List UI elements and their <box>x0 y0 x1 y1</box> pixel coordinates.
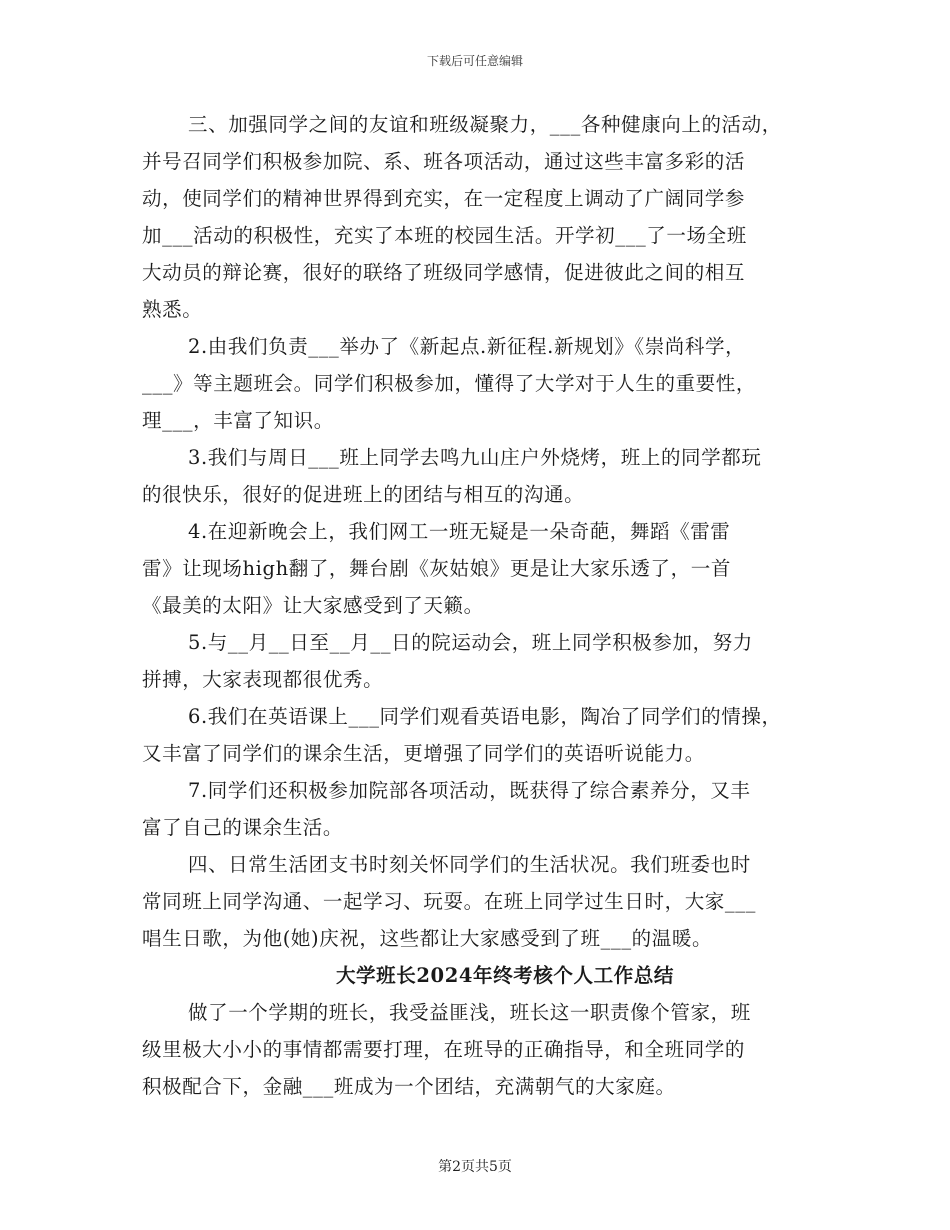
text-line: 拼搏，大家表现都很优秀。 <box>142 668 384 691</box>
text-line: 动，使同学们的精神世界得到充实，在一定程度上调动了广阔同学参 <box>142 187 746 210</box>
page-header: 下载后可任意编辑 <box>426 54 523 68</box>
text-line: 四、日常生活团支书时刻关怀同学们的生活状况。我们班委也时 <box>188 853 751 876</box>
text-line: 富了自己的课余生活。 <box>142 816 344 839</box>
body-paragraphs <box>142 106 822 957</box>
text-line: 3.我们与周日___班上同学去鸣九山庄户外烧烤，班上的同学都玩 <box>188 446 762 469</box>
closing-paragraph <box>142 994 822 1105</box>
text-line: 2.由我们负责___举办了《新起点.新征程.新规划》《崇尚科学， <box>188 335 746 358</box>
text-line: 并号召同学们积极参加院、系、班各项活动，通过这些丰富多彩的活 <box>142 150 746 173</box>
text-line: 雷》让现场high翻了，舞台剧《灰姑娘》更是让大家乐透了，一首 <box>142 557 731 580</box>
page-footer: 第2页共5页 <box>438 1159 512 1175</box>
text-line: 的很快乐，很好的促进班上的团结与相互的沟通。 <box>142 483 585 506</box>
text-line: 5.与__月__日至__月__日的院运动会，班上同学积极参加，努力 <box>188 631 753 654</box>
text-line: 理___，丰富了知识。 <box>142 409 334 432</box>
text-line: 三、加强同学之间的友谊和班级凝聚力，___各种健康向上的活动， <box>188 113 782 136</box>
text-line: ___》等主题班会。同学们积极参加，懂得了大学对于人生的重要性， <box>142 372 756 395</box>
text-line: 4.在迎新晚会上，我们网工一班无疑是一朵奇葩，舞蹈《雷雷 <box>188 520 731 543</box>
text-line: 7.同学们还积极参加院部各项活动，既获得了综合素养分，又丰 <box>188 779 751 802</box>
text-line: 加___活动的积极性，充实了本班的校园生活。开学初___了一场全班 <box>142 224 747 247</box>
text-line: 做了一个学期的班长，我受益匪浅，班长这一职责像个管家，班 <box>188 1001 751 1024</box>
text-line: 《最美的太阳》让大家感受到了天籁。 <box>142 594 484 617</box>
text-line: 6.我们在英语课上___同学们观看英语电影，陶冶了同学们的情操， <box>188 705 782 728</box>
text-line: 唱生日歌，为他(她)庆祝，这些都让大家感受到了班___的温暖。 <box>142 927 713 950</box>
document-body <box>142 106 822 1105</box>
text-line: 常同班上同学沟通、一起学习、玩耍。在班上同学过生日时，大家___ <box>142 890 756 913</box>
text-line: 级里极大小小的事情都需要打理，在班导的正确指导，和全班同学的 <box>142 1038 746 1061</box>
text-line: 大动员的辩论赛，很好的联络了班级同学感情，促进彼此之间的相互 <box>142 261 746 284</box>
text-line: 又丰富了同学们的课余生活，更增强了同学们的英语听说能力。 <box>142 742 705 765</box>
text-line: 熟悉。 <box>142 298 203 321</box>
text-line: 积极配合下，金融___班成为一个团结，充满朝气的大家庭。 <box>142 1075 676 1098</box>
section-title: 大学班长2024年终考核个人工作总结 <box>335 964 675 987</box>
